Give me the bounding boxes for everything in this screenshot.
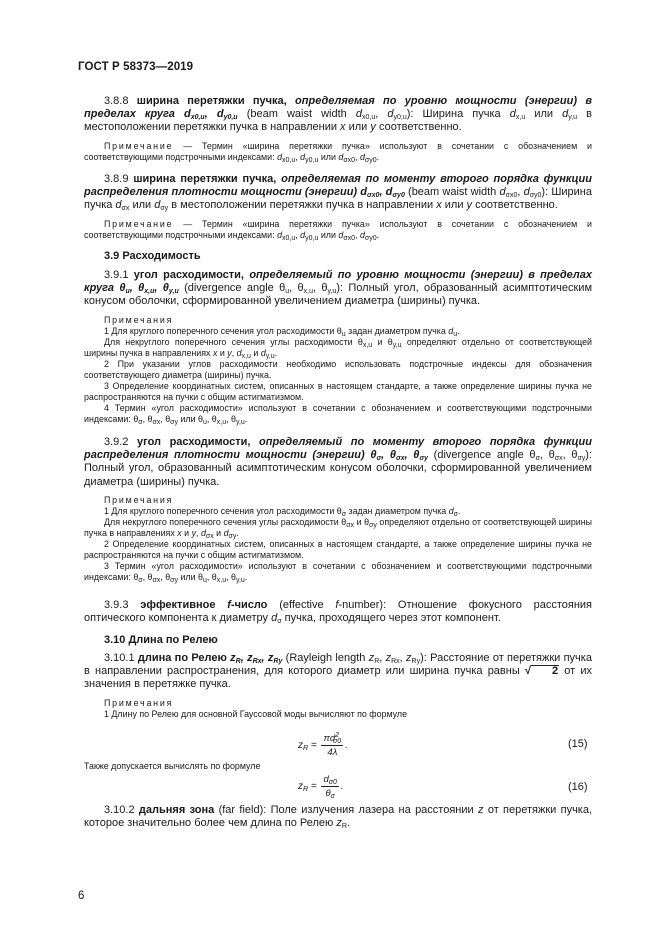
clause-3-8-9: 3.8.9 ширина перетяжки пучка, определяемая по моменту второго порядка функции распределения плотности мощности (энергии) $d_{\sigma x0}$, $d_{\sigma y0}$ (beam waist width $d_{\sigma x0}$, $d_{\sigma y0}$): Ширина пучка $d_{\sigma x}$ или $d_{\sigma y}$ в местоположении перетяжки пучка в направлении x или y соответственно. Примечание — Термин «ширина перетяжки пучка» используют в сочетании с обозначением и соответствующими подстрочными индексами: $d_{x0,u}$, $d_{y0,u}$ или $d_{\sigma x0}$, $d_{\sigma y0}$. xyxy=(84,173,592,242)
also-text: Также допускается вычислять по формуле xyxy=(84,761,261,771)
section-title: 3.9 Расходимость xyxy=(104,250,201,262)
notes-heading: Примечания xyxy=(104,697,174,708)
note-3-8-8: Примечание — Термин «ширина перетяжки пучка» используют в сочетании с обозначением и соответствующими подстрочными индексами: $d_{x0,u}$, $d_{y0,u}$ или $d_{\sigma x0}$, $d_{\sigma y0}$. xyxy=(84,140,592,164)
document-header: ГОСТ Р 58373—2019 xyxy=(78,61,194,73)
equation-15-number: (15) xyxy=(568,738,588,750)
equation-16-number: (16) xyxy=(568,781,588,793)
note-3-8-9: Примечание — Термин «ширина перетяжки пучка» используют в сочетании с обозначением и соответствующими подстрочными индексами: $d_{x0,u}$, $d_{y0,u}$ или $d_{\sigma x0}$, $d_{\sigma y0}$. xyxy=(84,218,592,242)
clause-3-10-2: 3.10.2 дальняя зона (far field): Поле излучения лазера на расстоянии z от перетяжки пучка, которое значительно более чем длина по Релею $z_R$. xyxy=(84,804,593,831)
page-number: 6 xyxy=(78,890,85,902)
section-3-9 xyxy=(84,250,592,263)
clause-3-9-1: 3.9.1 угол расходимости, определяемый по уровню мощности (энергии) в пределах круга $\theta_u$, $\theta_{x,u}$, $\theta_{y,u}$ (divergence angle $\theta_u$, $\theta_{x,u}$, $\theta_{y,u}$): Полный угол, образованный асимптотическим конусом оболочки, сформированной увеличением диаметра (ширины) пучка. Примечания 1 Для круглого поперечного сечения угол расходимости $\theta_u$ задан диаметром пучка $d_u$. Для некруглого поперечного сечения углы расходимости $\theta_{x,u}$ и $\theta_{y,u}$ определяют отдельно от соответствующей ширины пучка в направлениях x и y, $d_{x,u}$ и $d_{y,u}$. 2 При указании углов расходимости необходимо использовать подстрочные индексы для обозначения соответствующего диаметра (ширины) пучка. 3 Определение координатных систем, описанных в настоящем стандарте, а также определение ширины пучка не распространяются на пучки с общим астигматизмом. 4 Термин «угол расходимости» используют в сочетании с обозначением и соответствующими подстрочными индексами: $\theta_\sigma$, $\theta_{\sigma x}$, $\theta_{\sigma y}$ или $\theta_u$, $\theta_{x,u}$, $\theta_{y,u}$. xyxy=(84,269,593,426)
clause-3-10-1: 3.10.1 длина по Релею $z_R$, $z_{Rx}$, $z_{Ry}$ (Rayleigh length $z_R$, $z_{Rx}$, $z_{Ry}$): Расстояние от перетяжки пучка в направлении распространения, для которого диаметр или ширина пучка равны √ 2 от их значения в перетяжке пучка. Примечания 1 Длину по Релею для основной Гауссовой моды вычисляют по формуле xyxy=(84,652,593,719)
notes-heading: Примечания xyxy=(104,494,174,505)
clause-3-9-3: 3.9.3 эффективное f-число (effective f-number): Отношение фокусного расстояния оптического компонента к диаметру $d_\sigma$ пучка, проходящего через этот компонент. xyxy=(84,599,592,626)
sqrt-two: 2 xyxy=(531,665,559,677)
section-3-10 xyxy=(84,634,592,647)
clause-3-9-2: 3.9.2 угол расходимости, определяемый по моменту второго порядка функции распределения плотности мощности (энергии) $\theta_\sigma$, $\theta_{\sigma x}$, $\theta_{\sigma y}$ (divergence angle $\theta_\sigma$, $\theta_{\sigma x}$, $\theta_{\sigma y}$): Полный угол, образованный асимптотическим конусом оболочки, сформированной увеличением диаметра (ширины) пучка. Примечания 1 Для круглого поперечного сечения угол расходимости $\theta_\sigma$ задан диаметром пучка $d_\sigma$. Для некруглого поперечного сечения углы расходимости $\theta_{\sigma x}$ и $\theta_{\sigma y}$ определяют отдельно от соответствующей ширины пучка в направлениях x и y, $d_{\sigma x}$ и $d_{\sigma y}$. 2 Определение координатных систем, описанных в настоящем стандарте, а также определение ширины пучка не распространяются на пучки с общим астигматизмом. 3 Термин «угол расходимости» используют в сочетании с обозначением и соответствующими подстрочными индексами: $\theta_\sigma$, $\theta_{\sigma x}$, $\theta_{\sigma y}$ или $\theta_u$, $\theta_{x,u}$, $\theta_{y,u}$. xyxy=(84,436,593,584)
equation-15: $z_R$ = $\frac{\pi d^2_{\sigma 0}}{4\lambda}$ . xyxy=(298,732,348,758)
section-title: 3.10 Длина по Релею xyxy=(104,634,218,646)
clause-3-8-8: 3.8.8 ширина перетяжки пучка, определяемая по уровню мощности (энергии) в пределах круга $d_{x0,u}$, $d_{y0,u}$ (beam waist width $d_{x0,u}$, $d_{y0,u}$): Ширина пучка $d_{x,u}$ или $d_{y,u}$ в местоположении перетяжки пучка в направлении x или y соответственно. Примечание — Термин «ширина перетяжки пучка» используют в сочетании с обозначением и соответствующими подстрочными индексами: $d_{x0,u}$, $d_{y0,u}$ или $d_{\sigma x0}$, $d_{\sigma y0}$. xyxy=(84,95,593,164)
notes-heading: Примечания xyxy=(104,314,174,325)
equation-16: $z_R$ = $\frac{d_{\sigma 0}}{\theta_\sigma}$ . xyxy=(298,774,344,800)
